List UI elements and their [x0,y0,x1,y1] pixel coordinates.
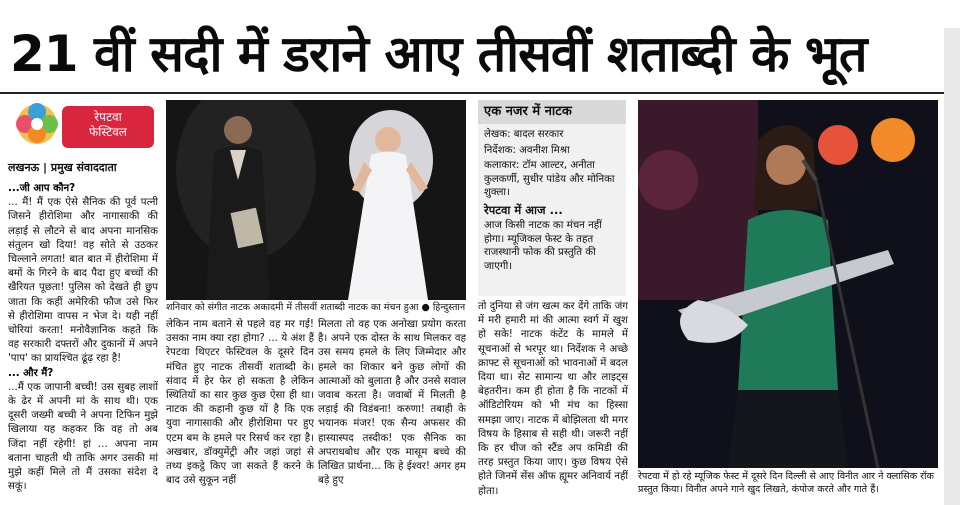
festival-logo-icon [8,100,66,148]
concert-photo-caption: रेपटवा में हो रहे म्यूजिक फेस्ट में दूसरे दिन दिल्ली से आए विनीत आर ने क्लासिक रॉक प्रस्तुत किया। विनीत अपने गाने खुद लिखते, कंपोज करते और गाते हैं। [638,471,934,495]
today-subhead: रेपटवा में आज ... [484,202,563,217]
paragraph-1: ... मैं! मैं एक ऐसे सैनिक की पूर्व पत्नी जिसने हीरोशिमा और नागासाकी की लड़ाई से लौटने से बाद अपना मानसिक संतुलन खो दिया! वह सोते से उठकर चिल्लाने लगता! बात बात में हीरोशिमा में बमों के गिरने के बाद पैदा हुए बच्चों की खैरियत पूछता! पुलिस को देखते ही छुप जाता कि कहीं अमेरिकी फौज उसे फिर से हीरोशिमा वापस न भेज दे। यही नहीं चोरियां करता! मनोवैज्ञानिक कहते कि वह सरकारी दफ्तरों और दुकानों में अपने 'पाप' का प्रायश्चित ढूंढ़ रहा है! [8,197,158,365]
concert-photo [638,100,938,468]
writer-credit: लेखक: बादल सरकार [484,129,564,140]
cast-credit: कलाकार: टॉम आल्टर, अनीता कुलकर्णी, सुधीर पांडेय और मोनिका शुक्ला। [484,160,615,198]
paragraph-2: ...मैं एक जापानी बच्ची! उस सुबह लाशों के ढेर में अपनी मां के साथ थी। एक दूसरी जख्मी बच्ची ने अपना टिफिन मुझे खिलाया यह कहकर कि वह तो अब जिंदा नहीं रहेगी! हां ... अपना नाम बताना चाहती थी ताकि अगर उसकी मां मुझे कहीं मिले तो मैं उसका संदेश दे सकूं। [8,381,158,493]
column-2-text: लेकिन नाम बताने से पहले वह मर गई! उसका नाम क्या रहा होगा? ... ये अंश हैं रेपटवा थिएटर फेस्टिवल के दूसरे दिन मंचित हुए नाटक तीसवीं शताब्दी के। संवाद में हेर फेर हो सकता है लेकिन स्थितियों का सार कुछ कुछ ऐसा ही था। नाटक की कहानी कुछ यों है कि एक युवा नागासाकी और हीरोशिमा पर हुए एटम बम के हमले पर रिसर्च कर रहा है। अखबार, डॉक्युमेंट्री और जहां जहां से तथ्य इकट्ठे किए जा सकते हैं करने के बाद उसे सुकून नहीं [166,319,314,487]
festival-logo-badge [62,106,154,148]
logo-line2: फेस्टिवल [89,125,127,139]
question-1: ...जी आप कौन? [8,183,76,194]
headline: 21 वीं सदी में डराने आए तीसवीं शताब्दी के भूत [10,25,867,83]
article-column-3 [318,318,466,504]
adjacent-page-strip [944,28,960,505]
at-a-glance-title: एक नजर में नाटक [478,100,626,124]
logo-line1: रेपटवा [94,110,122,124]
byline: लखनऊ | प्रमुख संवाददाता [8,161,117,174]
article-column-1 [8,182,158,504]
column-3-text: मिलता तो वह एक अनोखा प्रयोग करता है। अपने एक दोस्त के साथ मिलकर वह उस समय हमले के लिए जिम्मेदार और हमले का शिकार बने कुछ लोगों की आत्माओं को बुलाता है और उनसे सवाल जवाब करता है। जवाबों में मिलती है लड़ाई की विडंबना! करुणा! तबाही के भयानक मंजर! एक सैन्य अफसर की हास्यास्पद तस्दीक! एक सैनिक का अपराधबोध और एक मासूम बच्चे की लिखित प्रार्थना... कि हे ईश्वर! अगर हम बड़े हुए [318,319,466,487]
article-column-2 [166,318,314,504]
stage-photo [166,100,466,300]
stage-photo-caption: शनिवार को संगीत नाटक अकादमी में तीसवीं शताब्दी नाटक का मंचन हुआ ● हिन्दुस्तान [166,302,466,313]
column-4-text: तो दुनिया से जंग खत्म कर देंगे ताकि जंग में मरी हमारी मां की आत्मा स्वर्ग में खुश हो सके! नाटक कंटेंट के मामले में सूचनाओं से भरपूर था। निर्देशक ने अच्छे क्राफ्ट से सूचनाओं को भावनाओं में बदल दिया था। सेट सामान्य था और लाइट्स बेहतरीन। कम ही होता है कि नाटकों में ऑडिटोरियम को भी मंच का हिस्सा समझा जाए। नाटक में बोझिलता थी मगर विषय के हिसाब से सही थी। जरूरी नहीं कि हर चीज को स्टैंड अप कमिडी की तरह प्रस्तुत किया जाए। कुछ विषय ऐसे होते जिनमें सेंस ऑफ ह्यूमर अनिवार्य नहीं होता। [478,301,628,497]
question-2: ... और मैं? [8,367,54,379]
today-text: आज किसी नाटक का मंचन नहीं होगा। म्यूजिकल फेस्ट के तहत राजस्थानी फोक की प्रस्तुति की जाएगी। [484,220,602,272]
article-column-4 [478,300,628,504]
headline-rule [0,92,960,94]
at-a-glance-body [484,128,624,275]
director-credit: निर्देशक: अवनीश मिश्रा [484,144,570,156]
